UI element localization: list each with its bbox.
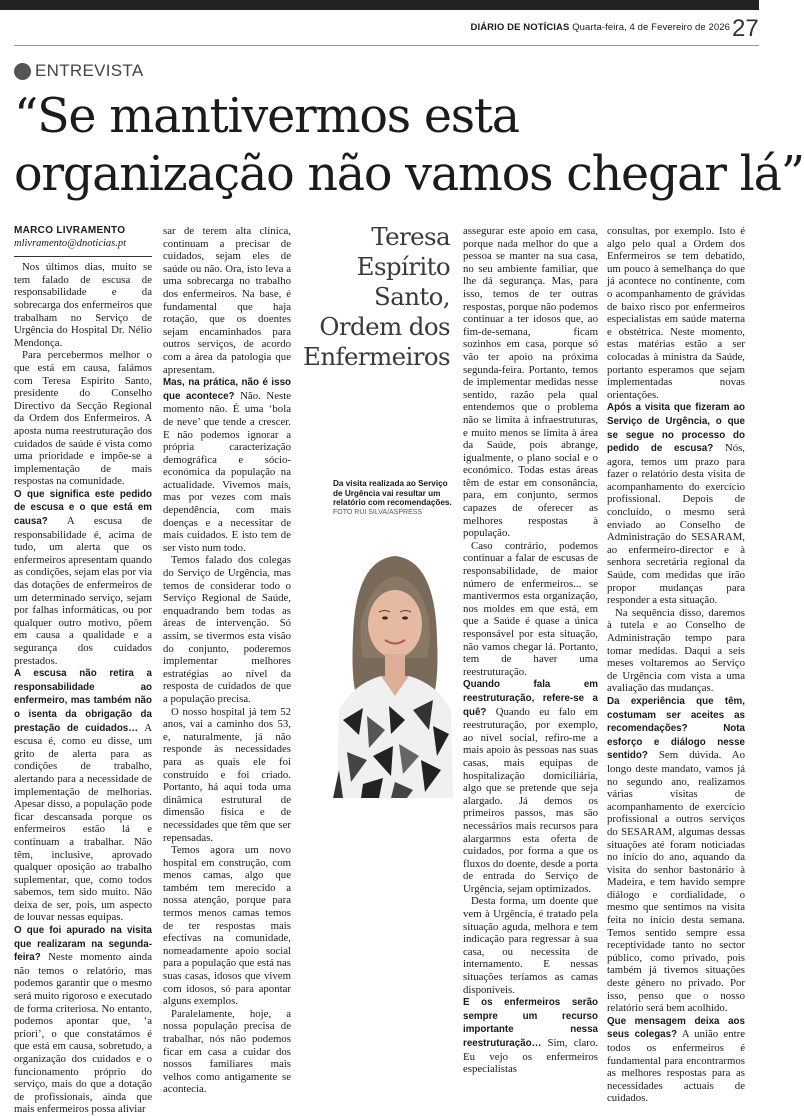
- question-paragraph: Mas, na prática, não é isso que acontece? Não. Neste momento não. É uma ‘bola de neve’ que tende a crescer. E não podemos ignorar a própria caracterização demográfica e sócio-económica da população na actualidade. Vivemos mais, mas por vezes com mais dependência, com mais doenças e a necessitar de mais cuidados. E isto tem de ser visto num todo.: [163, 377, 291, 554]
- interview-question: E os enfermeiros serão sempre um recurso importante nessa reestruturação…: [463, 997, 598, 1049]
- body-paragraph: Para percebermos melhor o que está em causa, falámos com Teresa Espírito Santo, presidente do Conselho Directivo da Secção Regional da Ordem dos Enfermeiros. A aposta numa reestruturação dos cuidados de saúde é vista como uma prioridade e impõe-se a implementação de mais respostas na comunidade.: [14, 349, 152, 488]
- bullet-icon: [14, 63, 31, 80]
- body-paragraph: O nosso hospital já tem 52 anos, vai a caminho dos 53, e, naturalmente, já não responde às necessidades para as quais ele foi construído e foi criado. Portanto, há aqui toda uma dinâmica estrutural de dimensão física e de necessidades que têm que ser repensadas.: [163, 705, 291, 844]
- interview-question: Da experiência que têm, costumam ser aceites as recomendações? Nota esforço e diálogo nesse sentido?: [607, 695, 745, 762]
- body-paragraph: consultas, por exemplo. Isto é algo pelo qual a Ordem dos Enfermeiros se tem debatido, um pouco à semelhança do que já acontece no continente, com o acompanhamento de grávidas de baixo risco por enfermeiros especialistas em saúde materna e obstétrica. Neste momento, estas matérias estão a ser colocadas à ministra da Saúde, portanto esperamos que sejam implementadas novas orientações.: [607, 225, 745, 401]
- paper-name: DIÁRIO DE NOTÍCIAS: [470, 22, 570, 33]
- body-paragraph: Temos falado dos colegas do Serviço de Urgência, mas temos de considerar todo o Serviço Regional de Saúde, enquadrando bem todas as áreas de intervenção. Só assim, se tivermos esta visão do conjunto, poderemos implementar melhores estratégias ao nível da resposta de cuidados de que a população precisa.: [163, 554, 291, 705]
- interview-question: Após a visita que fizeram ao Serviço de Urgência, o que se segue no processo do pedido de escusa?: [607, 402, 745, 455]
- headline: [14, 88, 804, 204]
- body-paragraph: Na sequência disso, daremos à tutela e ao Conselho de Administração tempo para tomar medidas. Daqui a seis meses voltaremos ao Serviço de Urgência com vista a uma avaliação das mudanças.: [607, 606, 745, 695]
- byline-divider: [14, 256, 152, 257]
- interview-question: O que significa este pedido de escusa e o que está em causa?: [14, 488, 152, 528]
- article-column-3: [463, 225, 598, 1076]
- interviewee-name: [300, 222, 450, 372]
- interview-question: Que mensagem deixa aos seus colegas?: [607, 1015, 745, 1041]
- section-tag: [14, 60, 143, 82]
- body-paragraph: sar de terem alta clínica, continuam a precisar de cuidados, sejam eles de saúde ou não. Ora, isto leva a uma sobrecarga no trabalho dos enfermeiros. Na base, é fundamental que haja rotação, que os doentes sejam encaminhados para outros serviços, de acordo com a área da patologia que apresentam.: [163, 225, 291, 376]
- body-paragraph: assegurar este apoio em casa, porque nada melhor do que a pessoa se manter na sua casa, no seu ambiente familiar, que lhe dá segurança. Mas, para isso, temos de ter outras respostas, porque não podemos continuar a ter idosos que, ao fim-de-semana, ficam sozinhos em casa, porque só vão ter apoio na próxima segunda-feira. Portanto, temos de implementar medidas nesse sentido, razão pela qual entendemos que o problema não se limita à infraestruturas, e muito menos se limita à área da Saúde, pois abrange, igualmente, o plano social e o económico. Todas estas áreas têm de estar em consonância, para, em conjunto, sermos capazes de oferecer as melhores respostas à população.: [463, 225, 598, 540]
- body-paragraph: Paralelamente, hoje, a nossa população precisa de trabalhar, nós não podemos ficar em casa a cuidar dos nossos familiares mais velhos como antigamente se acontecia.: [163, 1007, 291, 1096]
- photo-caption: [333, 479, 455, 517]
- portrait-photo: [333, 520, 455, 798]
- question-paragraph: O que foi apurado na visita que realizaram na segunda-feira? Neste momento ainda não temos o relatório, mas podemos garantir que o mesmo será muito rigoroso e executado de forma criteriosa. No entanto, podemos apontar que, ‘a priori’, o que constatámos é que está em causa, sobretudo, a organização dos cuidados e o funcionamento próprio do serviço, mais do que a dotação de profissionais, ainda que mais enfermeiros possa aliviar: [14, 925, 152, 1116]
- interview-question: Quando fala em reestruturação, refere-se a quê?: [463, 679, 598, 718]
- name-line: Ordem dos: [319, 312, 450, 341]
- interview-question: A escusa não retira a responsabilidade ao enfermeiro, mas também não o isenta da obrigação da prestação de cuidados…: [14, 668, 152, 734]
- body-paragraph: Desta forma, um doente que vem à Urgência, é tratado pela situação aguda, melhora e tem indicação para regressar à sua casa, ou necessita de internamento. E nessas situações teríamos as camas disponíveis.: [463, 895, 598, 996]
- body-paragraph: Caso contrário, podemos continuar a falar de escusas de responsabilidade, de maior número de enfermeiros... se mantivermos esta organização, nos moldes em que está, em que a Saúde é quase a única responsável por esta situação, não vamos chegar lá. Portanto, tem de haver uma reestruturação.: [463, 539, 598, 678]
- name-line: Espírito: [356, 252, 450, 281]
- column-paragraphs: [14, 261, 152, 1116]
- photo-credit: FOTO RUI SILVA/ASPRESS: [333, 508, 423, 516]
- name-line: Enfermeiros: [303, 342, 450, 371]
- name-line: Teresa: [371, 222, 450, 251]
- page-number: 27: [732, 15, 759, 42]
- headline-line-1: “Se mantivermos esta: [14, 89, 519, 144]
- question-paragraph: Que mensagem deixa aos seus colegas? A união entre todos os enfermeiros é fundamental para encontrarmos as melhores respostas para as necessidades actuais de cuidados.: [607, 1015, 745, 1105]
- name-line: Santo,: [374, 282, 450, 311]
- column-paragraphs: [607, 225, 745, 1105]
- question-paragraph: O que significa este pedido de escusa e o que está em causa? A escusa de responsabilidade é, acima de tudo, um alerta que os enfermeiros apresentam quando as condições, sejam elas por via das dotações de enfermeiros de um determinado serviço, sejam por falhas informáticas, ou por qualquer outro motivo, põem em causa a qualidade e a segurança dos cuidados prestados.: [14, 488, 152, 667]
- byline-name: MARCO LIVRAMENTO: [14, 225, 126, 236]
- issue-date: Quarta-feira, 4 de Fevereiro de 2026: [572, 22, 730, 33]
- question-paragraph: A escusa não retira a responsabilidade ao enfermeiro, mas também não o isenta da obrigação da prestação de cuidados… A escusa é, como eu disse, um grito de alerta para as condições de trabalho, alertando para a necessidade de implementação de melhorias. Apesar disso, a população pode ficar descansada porque os enfermeiros estão lá e continuam a trabalhar. Não têm, inclusive, aprovado qualquer oposição ao trabalho suplementar, que, como todos sabemos, tem sido muito. Não deixa de ser, pois, um aspecto de louvar nessas equipas.: [14, 668, 153, 924]
- headline-line-2: organização não vamos chegar lá”: [14, 147, 804, 202]
- caption-text: Da visita realizada ao Serviço de Urgência vai resultar um relatório com recomendações.: [333, 479, 452, 508]
- body-paragraph: Nos últimos dias, muito se tem falado de escusa de responsabilidade e da sobrecarga dos enfermeiros que trabalham no Serviço de Urgência do Hospital Dr. Nélio Mendonça.: [14, 261, 152, 349]
- article-column-2: [163, 225, 292, 1096]
- question-paragraph: Da experiência que têm, costumam ser aceites as recomendações? Nota esforço e diálogo nesse sentido? Sem dúvida. Ao longo deste mandato, vamos já no segundo ano, realizamos várias visitas de acompanhamento de exercício profissional a outros serviços do SESARAM, algumas dessas situações até foram noticiadas no início do ano, aquando da visita do senhor bastonário à Madeira, e tem havido sempre diálogo e cordialidade, o mesmo que sentimos na visita feita no início desta semana. Temos sentido sempre essa receptividade tanto no sector público, como privado, pois também já tivemos situações deste género no privado. Por isso, penso que o nosso relatório será bem acolhido.: [607, 695, 745, 1015]
- byline-email: mlivramento@dnoticias.pt: [14, 237, 127, 249]
- interview-question: O que foi apurado na visita que realizaram na segunda-feira?: [14, 925, 152, 964]
- section-label: ENTREVISTA: [35, 61, 144, 80]
- body-paragraph: Temos agora um novo hospital em construção, com menos camas, algo que também tem merecido a nossa atenção, porque para termos menos camas temos de ter respostas mais efectivas na comunidade, nomeadamente apoio social para a população que está nas suas casas, idosos que vivem com idosos, só para apontar alguns exemplos.: [163, 844, 292, 1008]
- interview-question: Mas, na prática, não é isso que acontece?: [163, 377, 291, 402]
- article-column-4: [607, 225, 745, 1105]
- question-paragraph: E os enfermeiros serão sempre um recurso importante nessa reestruturação… Sim, claro. Eu vejo os enfermeiros especialistas: [463, 997, 598, 1076]
- top-rule: [0, 0, 759, 10]
- article-column-1: [14, 225, 153, 1116]
- column-paragraphs: [163, 225, 291, 1096]
- masthead: [462, 22, 730, 33]
- question-paragraph: Após a visita que fizeram ao Serviço de Urgência, o que se segue no processo do pedido de escusa? Nós, agora, temos um prazo para fazer o relatório desta visita de acompanhamento do exercício profissional. Depois de concluído, o mesmo será enviado ao Conselho de Administração do SESARAM, ao enfermeiro-director e à senhora secretária regional da Saúde, com medidas que irão propor mudanças para responder a esta situação.: [607, 402, 745, 607]
- column-paragraphs: [463, 225, 598, 1076]
- question-paragraph: Quando fala em reestruturação, refere-se a quê? Quando eu falo em reestruturação, por exemplo, ao nível social, refiro-me a mais apoio às pessoas nas suas casas, mais equipas de hospitalização domiciliária, algo que se pretende que seja alargado. Já demos os primeiros passos, mas são necessários mais recursos para alargarmos esta oferta de cuidados, por forma a que os fluxos do doente, desde a porta de entrada do Serviço de Urgência, sejam optimizados.: [463, 679, 598, 895]
- header-divider: [14, 45, 759, 46]
